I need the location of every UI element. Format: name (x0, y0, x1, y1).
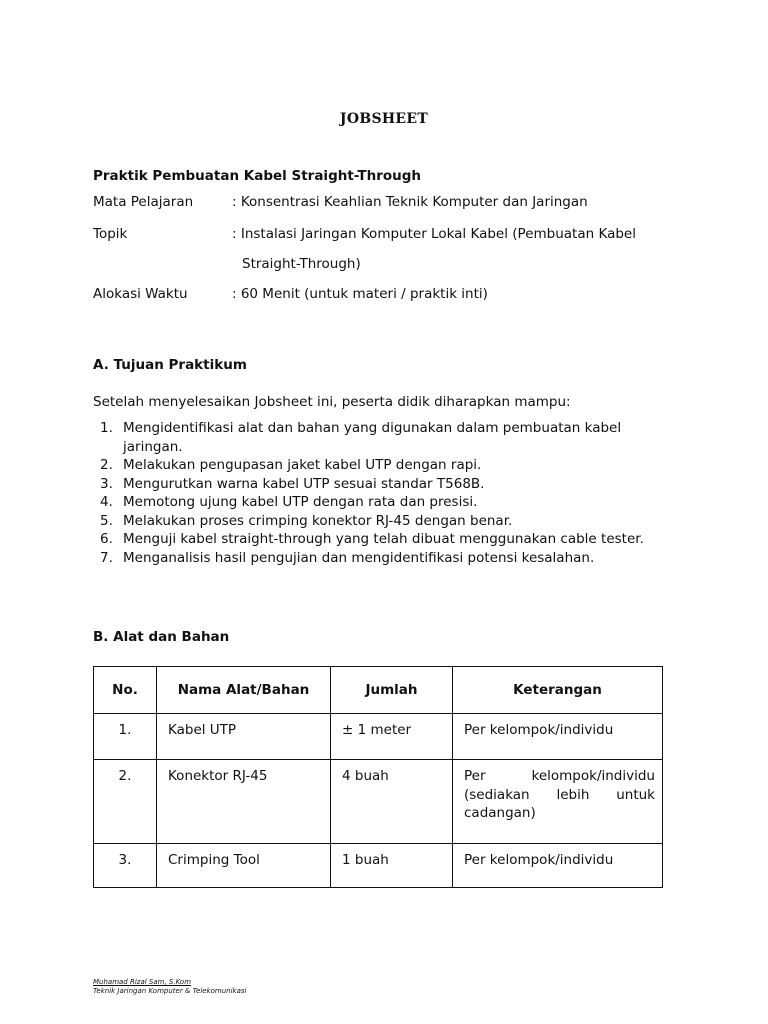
column-header-quantity: Jumlah (331, 667, 453, 714)
document-title: JOBSHEET (339, 111, 429, 127)
meta-time-label: Alokasi Waktu (93, 286, 188, 302)
list-item (93, 549, 663, 568)
column-header-name: Nama Alat/Bahan (157, 667, 331, 714)
list-item-text: Memotong ujung kabel UTP dengan rata dan presisi. (123, 494, 478, 510)
table-row (94, 760, 663, 844)
cell-no: 1. (94, 714, 157, 760)
section-a-intro: Setelah menyelesaikan Jobsheet ini, peserta didik diharapkan mampu: (93, 394, 571, 410)
meta-subject-label: Mata Pelajaran (93, 194, 194, 210)
list-item (93, 419, 663, 456)
document-subtitle: Praktik Pembuatan Kabel Straight-Through (93, 168, 422, 184)
footer-author: Muhamad Rizal Sam, S.Kom (93, 978, 192, 986)
list-item (93, 530, 663, 549)
list-item-text: Menganalisis hasil pengujian dan mengidentifikasi potensi kesalahan. (123, 549, 595, 566)
column-header-no: No. (94, 667, 157, 714)
list-item (93, 512, 663, 531)
list-item (93, 475, 663, 494)
list-item (93, 456, 663, 475)
tools-table (93, 666, 663, 888)
cell-quantity: ± 1 meter (331, 714, 453, 760)
footer-department: Teknik Jaringan Komputer & Telekomunikasi (93, 987, 247, 995)
list-item-number: 5. (100, 512, 113, 529)
cell-notes: Per kelompok/individu (453, 714, 663, 760)
section-b-heading: B. Alat dan Bahan (93, 629, 230, 645)
list-item-number: 7. (100, 549, 113, 566)
cell-quantity: 1 buah (331, 844, 453, 888)
table-row (94, 844, 663, 888)
meta-topic-value-line2: Straight-Through) (242, 256, 361, 272)
list-item-text: Mengurutkan warna kabel UTP sesuai standar T568B. (123, 475, 485, 492)
list-item-number: 6. (100, 531, 113, 547)
goals-list (93, 419, 663, 567)
cell-name: Kabel UTP (157, 714, 331, 760)
cell-notes: Per kelompok/individu (453, 844, 663, 888)
list-item-text: Melakukan proses crimping konektor RJ-45 dengan benar. (123, 512, 513, 529)
meta-topic-value-line1: : Instalasi Jaringan Komputer Lokal Kabel (Pembuatan Kabel (232, 226, 636, 242)
meta-time-value: : 60 Menit (untuk materi / praktik inti) (232, 286, 488, 302)
list-item-number: 4. (100, 494, 113, 510)
list-item-text: Melakukan pengupasan jaket kabel UTP dengan rapi. (123, 457, 482, 473)
table-row (94, 714, 663, 760)
cell-name: Konektor RJ-45 (157, 760, 331, 844)
list-item (93, 493, 663, 512)
cell-quantity: 4 buah (331, 760, 453, 844)
section-a-heading: A. Tujuan Praktikum (93, 357, 247, 373)
table-header-row (94, 667, 663, 714)
cell-no: 2. (94, 760, 157, 844)
meta-topic-label: Topik (93, 226, 128, 242)
cell-no: 3. (94, 844, 157, 888)
list-item-text: Menguji kabel straight-through yang telah dibuat menggunakan cable tester. (123, 531, 644, 547)
list-item-number: 1. (100, 420, 113, 436)
cell-notes: Per kelompok/individu (sediakan lebih untuk cadangan) (453, 760, 663, 844)
page-footer (93, 978, 246, 996)
list-item-number: 3. (100, 475, 113, 492)
list-item-number: 2. (100, 457, 113, 473)
list-item-text: Mengidentifikasi alat dan bahan yang digunakan dalam pembuatan kabel jaringan. (123, 420, 622, 455)
meta-topic-value (232, 219, 692, 279)
meta-subject-value: : Konsentrasi Keahlian Teknik Komputer dan Jaringan (232, 194, 588, 210)
cell-name: Crimping Tool (157, 844, 331, 888)
column-header-notes: Keterangan (453, 667, 663, 714)
